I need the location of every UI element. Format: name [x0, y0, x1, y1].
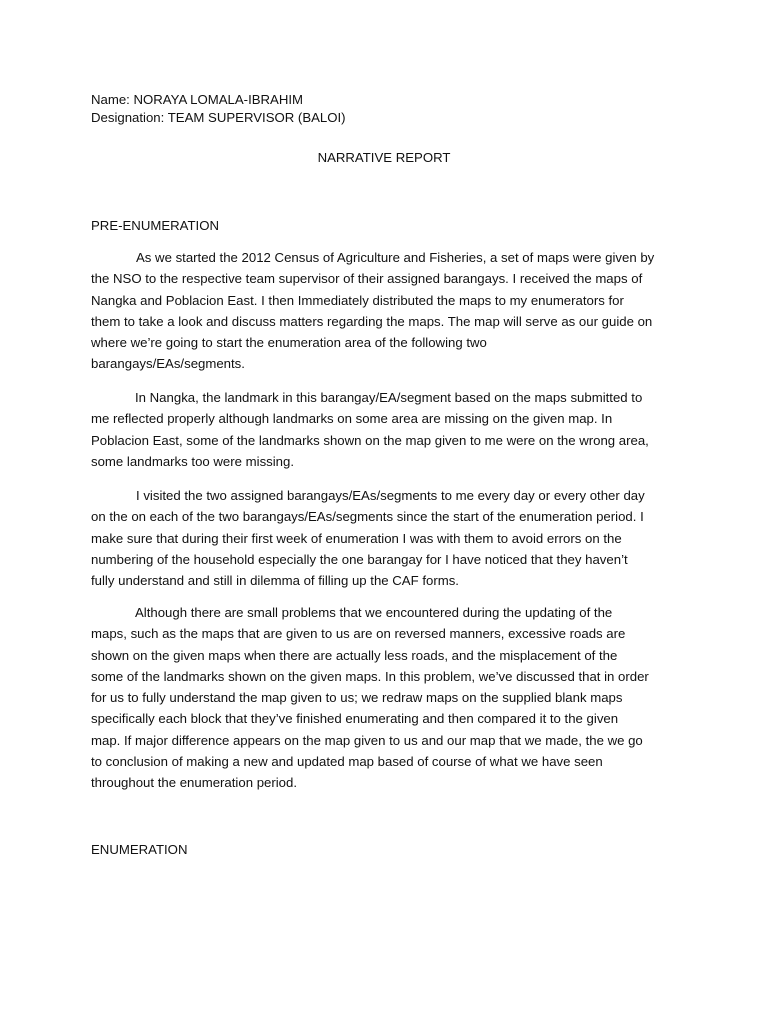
paragraph-line: Although there are small problems that we encountered during the updating of the: [135, 605, 613, 620]
paragraph-line: maps, such as the maps that are given to us are on reversed manners, excessive roads are: [91, 626, 626, 642]
paragraph-line: make sure that during their first week of enumeration I was with them to avoid errors on the: [91, 530, 622, 546]
paragraph-2: [91, 387, 679, 472]
paragraph-line: barangays/EAs/segments.: [91, 356, 245, 372]
paragraph-line: Poblacion East, some of the landmarks shown on the map given to me were on the wrong area,: [91, 432, 649, 448]
paragraph-line: for us to fully understand the map given to us; we redraw maps on the supplied blank maps: [91, 690, 623, 706]
paragraph-line: Nangka and Poblacion East. I then Immediately distributed the maps to my enumerators for: [91, 292, 624, 308]
paragraph-line: specifically each block that they’ve finished enumerating and then compared it to the given: [91, 711, 619, 727]
paragraph-line: shown on the given maps when there are actually less roads, and the misplacement of the: [91, 647, 618, 663]
paragraph-line: As we started the 2012 Census of Agriculture and Fisheries, a set of maps were given by: [136, 250, 655, 265]
designation-line: Designation: TEAM SUPERVISOR (BALOI): [91, 110, 346, 125]
paragraph-line: I visited the two assigned barangays/EAs/segments to me every day or every other day: [136, 488, 645, 503]
paragraph-line: them to take a look and discuss matters regarding the maps. The map will serve as our guide on: [91, 313, 653, 329]
paragraph-line: the NSO to the respective team supervisor of their assigned barangays. I received the maps of: [91, 271, 643, 287]
report-title: NARRATIVE REPORT: [317, 150, 451, 165]
paragraph-line: some landmarks too were missing.: [91, 453, 295, 469]
paragraph-3: [91, 485, 679, 591]
paragraph-line: me reflected properly although landmarks on some area are missing on the given map. In: [91, 411, 613, 427]
paragraph-line: some of the landmarks shown on the given maps. In this problem, we’ve discussed that in order: [91, 668, 649, 684]
paragraph-4: [91, 602, 679, 794]
paragraph-line: throughout the enumeration period.: [91, 775, 298, 791]
paragraph-line: where we’re going to start the enumeration area of the following two: [91, 335, 487, 351]
section-heading-pre-enumeration: PRE-ENUMERATION: [91, 218, 219, 233]
paragraph-line: fully understand and still in dilemma of filling up the CAF forms.: [91, 573, 459, 589]
name-line: Name: NORAYA LOMALA-IBRAHIM: [91, 92, 304, 107]
section-heading-enumeration: ENUMERATION: [91, 842, 188, 857]
paragraph-line: to conclusion of making a new and updated map based of course of what we have seen: [91, 754, 603, 770]
paragraph-line: on the on each of the two barangays/EAs/segments since the start of the enumeration period. I: [91, 509, 644, 525]
paragraph-line: numbering of the household especially the one barangay for I have noticed that they haven’t: [91, 551, 628, 567]
paragraph-line: map. If major difference appears on the map given to us and our map that we made, the we go: [91, 732, 643, 748]
paragraph-1: [91, 247, 679, 375]
paragraph-line: In Nangka, the landmark in this barangay/EA/segment based on the maps submitted to: [135, 390, 643, 405]
